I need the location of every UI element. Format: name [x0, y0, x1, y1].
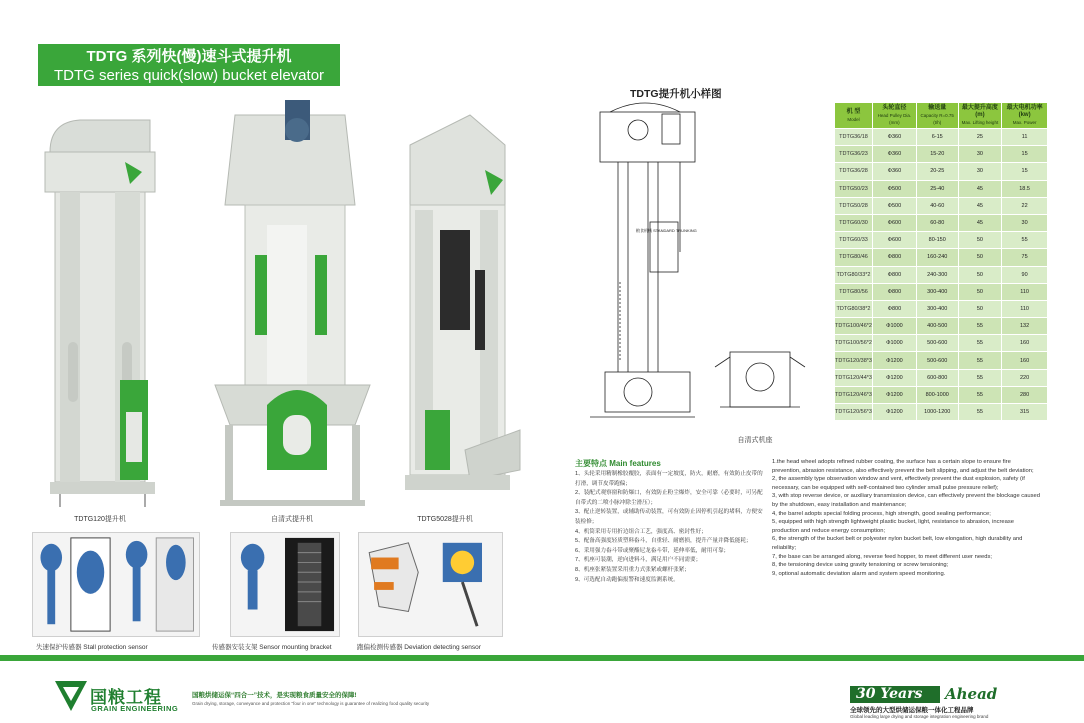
cell-model: TDTG60/30: [835, 214, 873, 231]
cell-model: TDTG50/23: [835, 180, 873, 197]
cell-value: 6-15: [916, 129, 958, 146]
cell-value: 110: [1002, 300, 1048, 317]
brand-tagline-en: Global leading large drying and storage integration engineering brand: [850, 714, 989, 719]
cell-value: 90: [1002, 266, 1048, 283]
spec-table-row: [835, 266, 1048, 283]
cell-value: 280: [1002, 386, 1048, 403]
cell-model: TDTG100/56*2: [835, 335, 873, 352]
feature-item-cn: 8、机座张紧装置采用重力式张紧或螺杆张紧；: [575, 566, 690, 573]
cell-value: 15-20: [916, 146, 958, 163]
cell-value: 55: [958, 386, 1001, 403]
cell-value: 55: [958, 352, 1001, 369]
feature-item-en: 8, the tensioning device using gravity tensioning or screw tensioning;: [772, 562, 949, 569]
machine-self-cleaning-image: [205, 95, 380, 510]
slogan-en: Grain drying, storage, conveyance and protection "four in one" technology is guarantee of realizing food quality security: [192, 701, 430, 706]
sensor-caption-1: 失速保护传感器 Stall protection sensor: [36, 644, 148, 651]
cell-value: Φ500: [873, 197, 917, 214]
cell-value: 25-40: [916, 180, 958, 197]
feature-item-cn: 4、机筒采用专用折边组合工艺，强度高、密封性好；: [575, 528, 707, 535]
cell-value: 30: [1002, 214, 1048, 231]
feature-item-en: 4, the barrel adopts special folding process, high strength, good sealing performance;: [772, 510, 991, 517]
cell-value: 220: [1002, 369, 1048, 386]
spec-table-row: [835, 283, 1048, 300]
cell-value: 75: [1002, 249, 1048, 266]
cell-value: 160-240: [916, 249, 958, 266]
feature-item-en: 5, equipped with high strength lightweight plastic bucket, light, resistance to abrasion, increase production and reduce energy consumption;: [772, 519, 1015, 534]
cell-value: 500-600: [916, 352, 958, 369]
spec-table-row: [835, 335, 1048, 352]
cell-value: 30: [958, 146, 1001, 163]
sensor-caption-2: 传感器安装支架 Sensor mounting bracket: [212, 644, 332, 651]
cell-value: 55: [958, 335, 1001, 352]
features-list-cn: [575, 470, 765, 585]
cell-value: Φ800: [873, 300, 917, 317]
cell-model: TDTG36/18: [835, 129, 873, 146]
cell-value: Φ360: [873, 129, 917, 146]
cell-value: Φ360: [873, 146, 917, 163]
spec-table-header-row: [835, 103, 1048, 129]
cell-value: 132: [1002, 318, 1048, 335]
spec-table-row: [835, 146, 1048, 163]
spec-table-row: [835, 214, 1048, 231]
ahead-text: Ahead: [945, 685, 998, 703]
cell-value: 400-500: [916, 318, 958, 335]
feature-item-cn: 1、头轮采用精制橡胶覆胶，表面有一定坡度，防火，耐磨，有效防止皮带的打滑，调节皮带跑偏；: [575, 471, 763, 487]
cell-value: Φ600: [873, 232, 917, 249]
feature-item-en: 6, the strength of the bucket belt or polyester nylon bucket belt, low elongation, high durability and reliability;: [772, 536, 1023, 551]
cell-model: TDTG36/23: [835, 146, 873, 163]
cell-value: 55: [958, 318, 1001, 335]
years-badge: 30 Years: [850, 686, 940, 703]
cell-value: 50: [958, 232, 1001, 249]
diagram-sub-caption: 自清式机座: [737, 437, 773, 444]
cell-model: TDTG120/56*3: [835, 404, 873, 421]
cell-value: 60-80: [916, 214, 958, 231]
cell-value: 45: [958, 197, 1001, 214]
cell-value: 160: [1002, 335, 1048, 352]
cell-model: TDTG120/44*3: [835, 369, 873, 386]
spec-table-row: [835, 386, 1048, 403]
logo-text-cn: 国粮工程: [90, 688, 162, 707]
cell-value: 11: [1002, 129, 1048, 146]
sensor-caption-3: 跑偏检测传感器 Deviation detecting sensor: [357, 644, 481, 651]
elevator-schematic-drawing: [580, 102, 830, 442]
machine-caption-1: TDTG120提升机: [74, 516, 126, 523]
cell-value: Φ1200: [873, 404, 917, 421]
feature-item-cn: 6、采用强力畚斗带或聚酯尼龙畚斗带，延伸率低，耐用可靠；: [575, 547, 730, 554]
spec-table-row: [835, 197, 1048, 214]
cell-model: TDTG120/46*3: [835, 386, 873, 403]
spec-table-row: [835, 249, 1048, 266]
slogan-cn: 国粮烘储运保“四合一”技术，是实现粮食质量安全的保障!: [192, 692, 357, 699]
cell-value: 18.5: [1002, 180, 1048, 197]
spec-table-row: [835, 318, 1048, 335]
cell-value: 600-800: [916, 369, 958, 386]
cell-model: TDTG120/38*3: [835, 352, 873, 369]
feature-item-en: 9, optional automatic deviation alarm and system speed monitoring.: [772, 570, 946, 577]
schematic-label: 粮食机械 STANDARD TRUNKING: [636, 228, 697, 233]
header-pulley: 头轮直径 Head Pulley Dia. (mm): [873, 103, 917, 129]
cell-value: 300-400: [916, 300, 958, 317]
cell-value: Φ1200: [873, 369, 917, 386]
spec-table-row: [835, 300, 1048, 317]
spec-table-row: [835, 352, 1048, 369]
cell-value: 80-150: [916, 232, 958, 249]
feature-item-cn: 7、机座可装潮，逆向进料斗，满足用户不同需要；: [575, 557, 702, 564]
spec-table-row: [835, 404, 1048, 421]
spec-table-row: [835, 232, 1048, 249]
feature-item-cn: 9、可选配自动跑偏报警和速度监测系统。: [575, 576, 679, 583]
cell-model: TDTG50/28: [835, 197, 873, 214]
cell-value: 160: [1002, 352, 1048, 369]
spec-table-row: [835, 129, 1048, 146]
cell-value: 300-400: [916, 283, 958, 300]
cell-model: TDTG80/33*2: [835, 266, 873, 283]
machine-caption-3: TDTG5028提升机: [417, 516, 473, 523]
spec-table-row: [835, 163, 1048, 180]
header-model: 机 型 Model: [835, 103, 873, 129]
cell-value: 22: [1002, 197, 1048, 214]
cell-value: 500-600: [916, 335, 958, 352]
cell-value: Φ800: [873, 249, 917, 266]
features-title: 主要特点 Main features: [575, 459, 661, 468]
feature-item-en: 3, with stop reverse device, or auxiliary transmission device, can effectively prevent the blockage caused by the shutdown, easy installation and maintenance;: [772, 493, 1040, 508]
cell-value: 15: [1002, 146, 1048, 163]
cell-model: TDTG100/46*2: [835, 318, 873, 335]
machine-tdtg5028-image: [385, 110, 525, 510]
spec-table: [834, 102, 1048, 421]
cell-value: Φ1000: [873, 335, 917, 352]
cell-value: 25: [958, 129, 1001, 146]
grain-engineering-logo-icon: [55, 681, 87, 711]
cell-value: Φ600: [873, 214, 917, 231]
spec-table-row: [835, 369, 1048, 386]
feature-item-en: 7, the base can be arranged along, reverse feed hopper, to meet different user needs;: [772, 553, 993, 560]
feature-item-cn: 3、配止逆转装置，或辅助传动装置，可有效防止因停机引起的堵料，方便安装检修；: [575, 509, 763, 525]
header-height: 最大提升高度(m) Max. Lifting height: [958, 103, 1001, 129]
cell-value: 30: [958, 163, 1001, 180]
spec-table-body: [835, 129, 1048, 421]
spec-table-row: [835, 180, 1048, 197]
cell-value: Φ1200: [873, 386, 917, 403]
machine-caption-2: 自清式提升机: [271, 516, 313, 523]
title-en: TDTG series quick(slow) bucket elevator: [53, 67, 325, 84]
feature-item-cn: 5、配备高强度轻质塑料畚斗，自重轻、耐磨损，提升产量并降低能耗；: [575, 538, 752, 545]
diagram-title: TDTG提升机小样图: [630, 88, 722, 100]
cell-value: 40-60: [916, 197, 958, 214]
cell-model: TDTG80/38*2: [835, 300, 873, 317]
sensor-bracket-photo: [230, 532, 340, 637]
cell-value: 800-1000: [916, 386, 958, 403]
cell-value: 1000-1200: [916, 404, 958, 421]
cell-model: TDTG80/56: [835, 283, 873, 300]
cell-value: 315: [1002, 404, 1048, 421]
cell-value: 50: [958, 300, 1001, 317]
deviation-sensor-photo: [358, 532, 503, 637]
cell-value: 55: [1002, 232, 1048, 249]
cell-value: 50: [958, 249, 1001, 266]
cell-value: Φ500: [873, 180, 917, 197]
cell-value: 55: [958, 369, 1001, 386]
cell-model: TDTG80/46: [835, 249, 873, 266]
cell-value: Φ800: [873, 283, 917, 300]
cell-value: Φ1000: [873, 318, 917, 335]
cell-value: 20-25: [916, 163, 958, 180]
features-list-en: [772, 458, 1040, 578]
machine-tdtg120-image: [30, 112, 170, 512]
title-cn: TDTG 系列快(慢)速斗式提升机: [86, 48, 292, 65]
feature-item-cn: 2、装配式观察窗和防爆口，有效防止粉尘爆炸，安全可靠（必要时，可另配自带式的二喷小脉冲除尘滑压）；: [575, 490, 763, 506]
cell-model: TDTG36/28: [835, 163, 873, 180]
cell-value: 45: [958, 214, 1001, 231]
cell-value: 55: [958, 404, 1001, 421]
feature-item-en: 1.the head wheel adopts refined rubber coating, the surface has a certain slope to ensure fire prevention, abrasion resistance, also effectively prevent the belt slipping, and adjust the belt deviation;: [772, 459, 1034, 474]
cell-value: Φ800: [873, 266, 917, 283]
cell-value: 15: [1002, 163, 1048, 180]
cell-value: 110: [1002, 283, 1048, 300]
cell-value: Φ1200: [873, 352, 917, 369]
footer-divider: [0, 655, 1084, 661]
header-power: 最大电机功率(kw) Max. Power: [1002, 103, 1048, 129]
cell-value: Φ360: [873, 163, 917, 180]
brand-tagline-cn: 全球领先的大型烘储运保粮一体化工程品牌: [850, 707, 974, 714]
logo-text-en: GRAIN ENGINEERING: [91, 704, 179, 713]
title-banner: [38, 44, 340, 86]
cell-value: 45: [958, 180, 1001, 197]
feature-item-en: 2, the assembly type observation window and vent, effectively prevent the dust explosion, safety (if necessary, can be equipped with self-contained two cylinder small pulse pressure relief);: [772, 476, 1025, 491]
cell-value: 50: [958, 283, 1001, 300]
stall-sensor-photo: [32, 532, 200, 637]
cell-model: TDTG60/33: [835, 232, 873, 249]
cell-value: 50: [958, 266, 1001, 283]
header-capacity: 输送量 Capacity R=0.75 (t/h): [916, 103, 958, 129]
cell-value: 240-300: [916, 266, 958, 283]
